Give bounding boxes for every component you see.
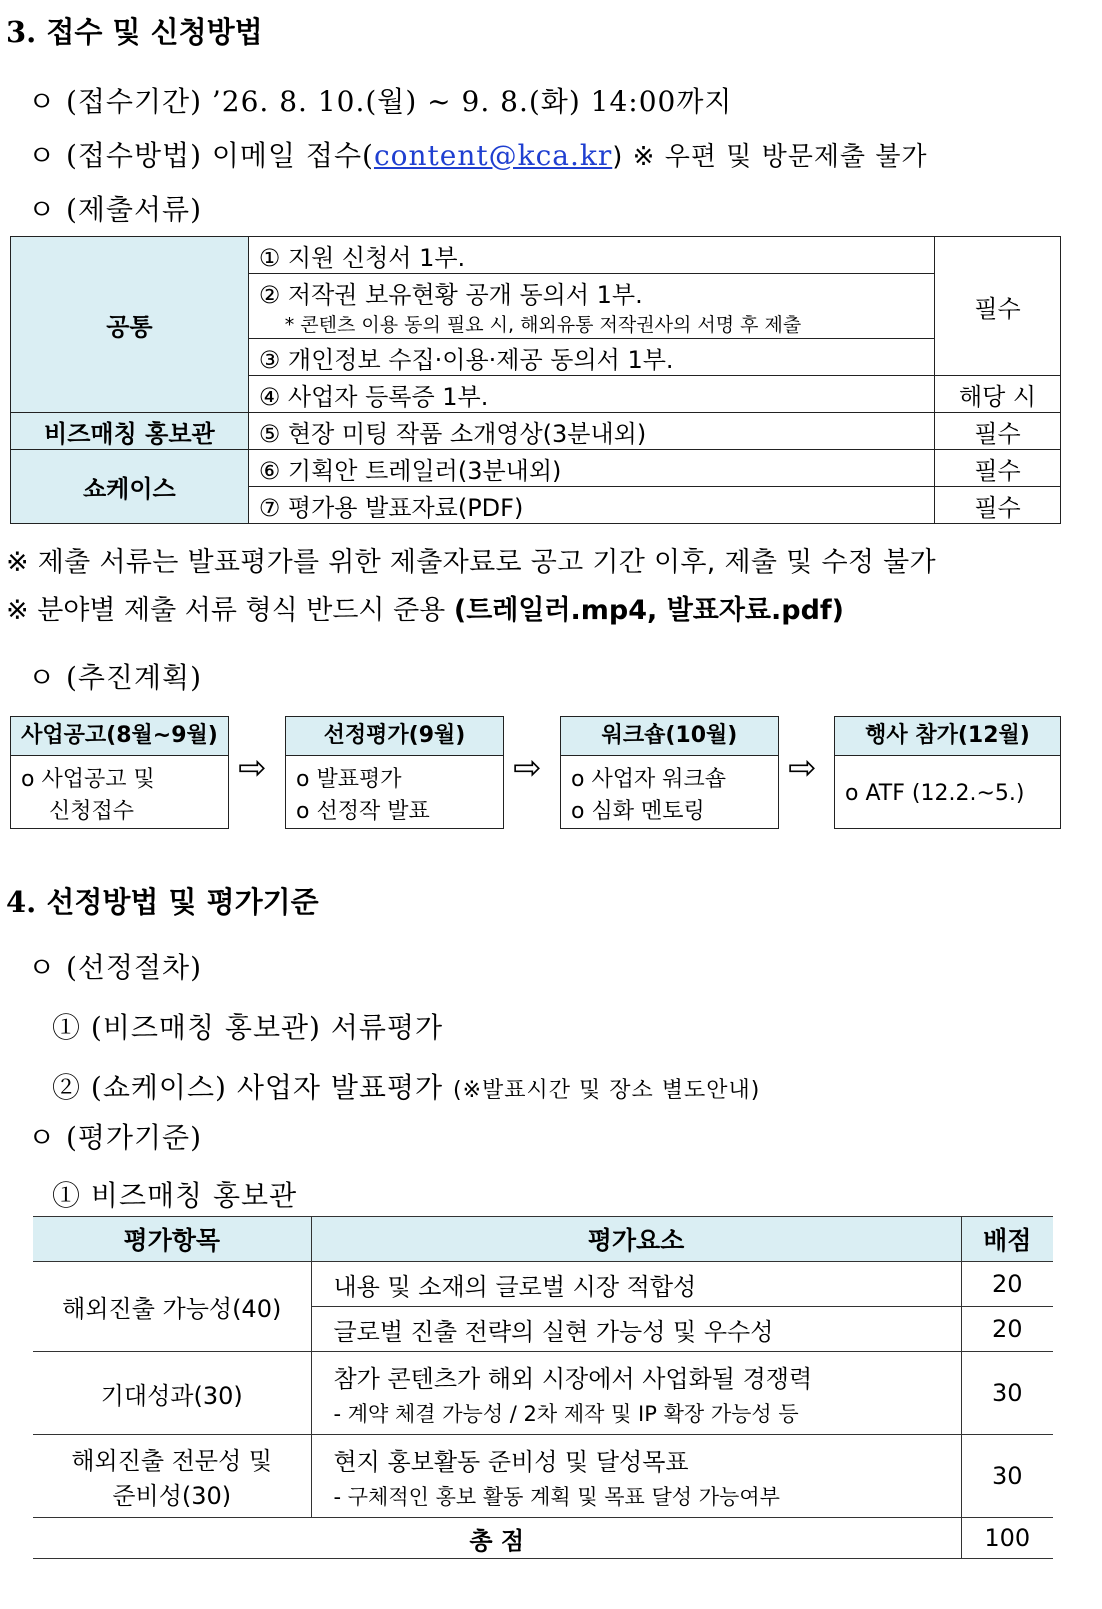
row2-score: 30 [961, 1352, 1053, 1435]
flow-step-2-title: 선정평가(9월) [286, 717, 503, 756]
flow-step-2-line1: o 발표평가 [296, 767, 402, 792]
note-2-bold: (트레일러.mp4, 발표자료.pdf) [453, 595, 845, 626]
row3-item-line1: 해외진출 전문성 및 [71, 1447, 273, 1475]
proc-2-label: ② (쇼케이스) 사업자 발표평가 [52, 1071, 444, 1104]
header-item: 평가항목 [33, 1217, 311, 1262]
row3-item [33, 1435, 311, 1518]
total-label: 총 점 [33, 1518, 961, 1559]
flow-arrow-2: ⇨ [513, 748, 542, 788]
flow-step-3 [560, 716, 779, 829]
row1-score-1: 20 [961, 1262, 1053, 1307]
flow-step-2-line2: o 선정작 발표 [296, 799, 430, 824]
flow-step-1 [10, 716, 229, 829]
req-item-6: 필수 [935, 450, 1061, 487]
method-suffix: ) ※ 우편 및 방문제출 불가 [612, 142, 928, 172]
plan-label: ㅇ (추진계획) [28, 661, 202, 694]
flow-step-1-line2: 신청접수 [49, 799, 135, 824]
doc-item-2-label: ② 저작권 보유현황 공개 동의서 1부. [258, 281, 643, 309]
note-1: ※ 제출 서류는 발표평가를 위한 제출자료로 공고 기간 이후, 제출 및 수정 불가 [6, 547, 936, 578]
method-prefix: ㅇ (접수방법) 이메일 접수( [28, 139, 374, 172]
category-biz: 비즈매칭 홍보관 [11, 413, 249, 450]
row3-element-desc: - 구체적인 홍보 활동 계획 및 목표 달성 가능여부 [333, 1484, 780, 1509]
flow-step-3-title: 워크숍(10월) [561, 717, 778, 756]
req-common: 필수 [935, 237, 1061, 376]
row1-element-2: 글로벌 진출 전략의 실현 가능성 및 우수성 [311, 1307, 961, 1352]
row2-element-title: 참가 콘텐츠가 해외 시장에서 사업화될 경쟁력 [333, 1364, 813, 1393]
proc-label: ㅇ (선정절차) [28, 951, 202, 984]
email-link[interactable]: content@kca.kr [373, 139, 613, 172]
row3-item-line2: 준비성(30) [112, 1482, 232, 1510]
flow-step-4 [834, 716, 1061, 829]
flow-arrow-3: ⇨ [788, 748, 817, 788]
flow-step-1-title: 사업공고(8월~9월) [11, 717, 228, 756]
row2-element-desc: - 계약 체결 가능성 / 2차 제작 및 IP 확장 가능성 등 [333, 1401, 799, 1426]
doc-item-3: ③ 개인정보 수집·이용·제공 동의서 1부. [248, 339, 934, 376]
flow-arrow-1: ⇨ [238, 748, 267, 788]
category-showcase: 쇼케이스 [11, 450, 249, 524]
row1-item: 해외진출 가능성(40) [33, 1262, 311, 1352]
documents-table [10, 236, 1061, 524]
note-2-prefix: ※ 분야별 제출 서류 형식 반드시 준용 [6, 595, 454, 626]
criteria-label: ㅇ (평가기준) [28, 1121, 202, 1154]
criteria-sub: ① 비즈매칭 홍보관 [52, 1179, 298, 1212]
period-line: ㅇ (접수기간) ’26. 8. 10.(월) ~ 9. 8.(화) 14:00까지 [28, 85, 733, 118]
proc-2 [52, 1066, 760, 1106]
doc-item-5: ⑤ 현장 미팅 작품 소개영상(3분내외) [248, 413, 934, 450]
flow-step-4-line1: o ATF (12.2.~5.) [845, 781, 1025, 806]
row2-item: 기대성과(30) [33, 1352, 311, 1435]
total-score: 100 [961, 1518, 1053, 1559]
doc-item-7: ⑦ 평가용 발표자료(PDF) [248, 487, 934, 524]
req-item-5: 필수 [935, 413, 1061, 450]
flow-step-3-line1: o 사업자 워크숍 [571, 767, 726, 792]
flow-step-1-line1: o 사업공고 및 [21, 767, 155, 792]
doc-item-4: ④ 사업자 등록증 1부. [248, 376, 934, 413]
evaluation-table [33, 1216, 1053, 1559]
doc-item-1: ① 지원 신청서 1부. [248, 237, 934, 274]
row3-element [311, 1435, 961, 1518]
category-common: 공통 [11, 237, 249, 413]
flow-step-4-title: 행사 참가(12월) [835, 717, 1060, 756]
row3-element-title: 현지 홍보활동 준비성 및 달성목표 [333, 1447, 689, 1476]
note-2 [6, 588, 844, 627]
proc-2-note: (※발표시간 및 장소 별도안내) [453, 1078, 761, 1103]
section4-title: 4. 선정방법 및 평가기준 [6, 885, 319, 919]
req-item-4: 해당 시 [935, 376, 1061, 413]
header-score: 배점 [961, 1217, 1053, 1262]
row3-score: 30 [961, 1435, 1053, 1518]
req-item-7: 필수 [935, 487, 1061, 524]
doc-item-2 [248, 274, 934, 339]
flow-step-2 [285, 716, 504, 829]
header-element: 평가요소 [311, 1217, 961, 1262]
row1-score-2: 20 [961, 1307, 1053, 1352]
row2-element [311, 1352, 961, 1435]
flow-step-3-line2: o 심화 멘토링 [571, 799, 705, 824]
section3-title: 3. 접수 및 신청방법 [6, 15, 263, 49]
doc-item-2-sub: * 콘텐츠 이용 동의 필요 시, 해외유통 저작권사의 서명 후 제출 [284, 314, 802, 336]
row1-element-1: 내용 및 소재의 글로벌 시장 적합성 [311, 1262, 961, 1307]
proc-1: ① (비즈매칭 홍보관) 서류평가 [52, 1011, 444, 1044]
docs-label: ㅇ (제출서류) [28, 193, 202, 226]
method-line [28, 134, 928, 174]
doc-item-6: ⑥ 기획안 트레일러(3분내외) [248, 450, 934, 487]
